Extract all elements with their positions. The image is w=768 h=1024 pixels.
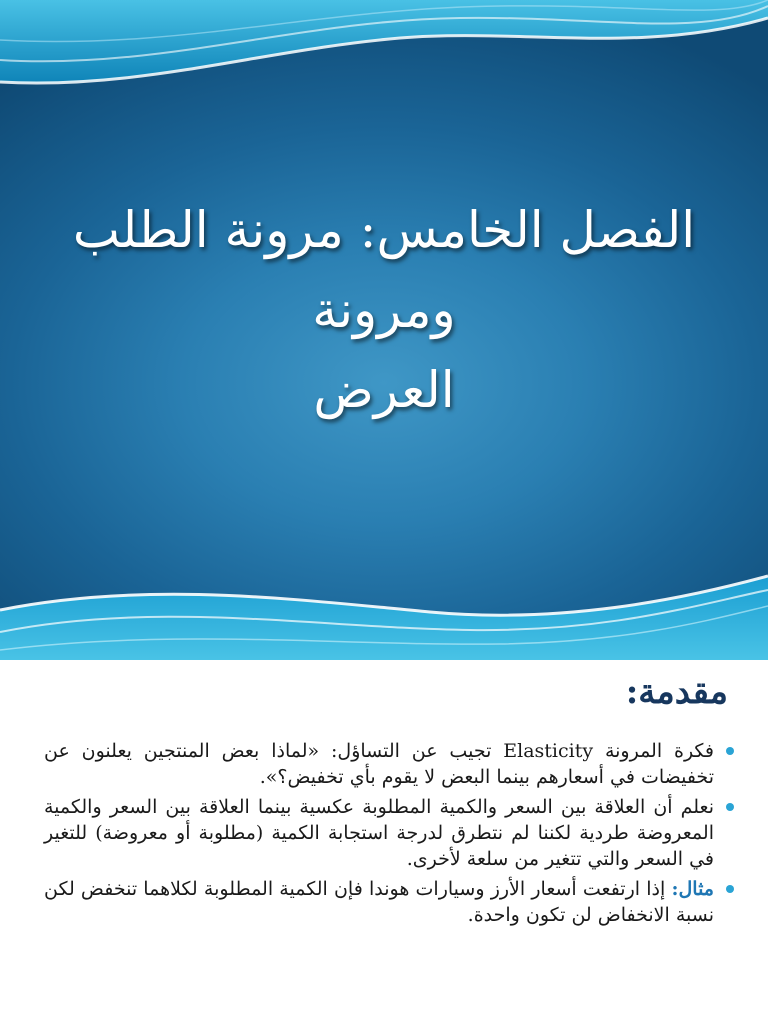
bullet-item xyxy=(44,876,734,928)
bullet-text: إذا ارتفعت أسعار الأرز وسيارات هوندا فإن الكمية المطلوبة لكلاهما تنخفض لكن نسبة الانخفاض لن تكون واحدة. xyxy=(44,878,714,926)
bullet-item xyxy=(44,738,734,790)
bullet-dot-icon xyxy=(726,747,734,755)
title-line-1: الفصل الخامس: مرونة الطلب ومرونة xyxy=(72,201,696,339)
bullet-list xyxy=(44,738,734,932)
bullet-text: نعلم أن العلاقة بين السعر والكمية المطلوبة عكسية بينما العلاقة بين السعر والكمية المعروضة طردية لكننا لم نتطرق لدرجة استجابة الكمية (مطلوبة أو معروضة) للتغير في السعر والتي تتغير من سلعة لأخرى. xyxy=(44,796,714,870)
title-line-2: العرض xyxy=(313,361,455,419)
bullet-dot-icon xyxy=(726,803,734,811)
bullet-text: فكرة المرونة Elasticity تجيب عن التساؤل: «لماذا بعض المنتجين يعلنون عن تخفيضات في أسعارهم بينما البعض لا يقوم بأي تخفيض؟». xyxy=(44,740,714,788)
bullet-item xyxy=(44,794,734,872)
section-heading: مقدمة: xyxy=(625,672,728,712)
bullet-dot-icon xyxy=(726,885,734,893)
example-label: مثال: xyxy=(671,878,714,900)
content-slide xyxy=(0,660,768,1024)
slide-title xyxy=(40,190,728,430)
